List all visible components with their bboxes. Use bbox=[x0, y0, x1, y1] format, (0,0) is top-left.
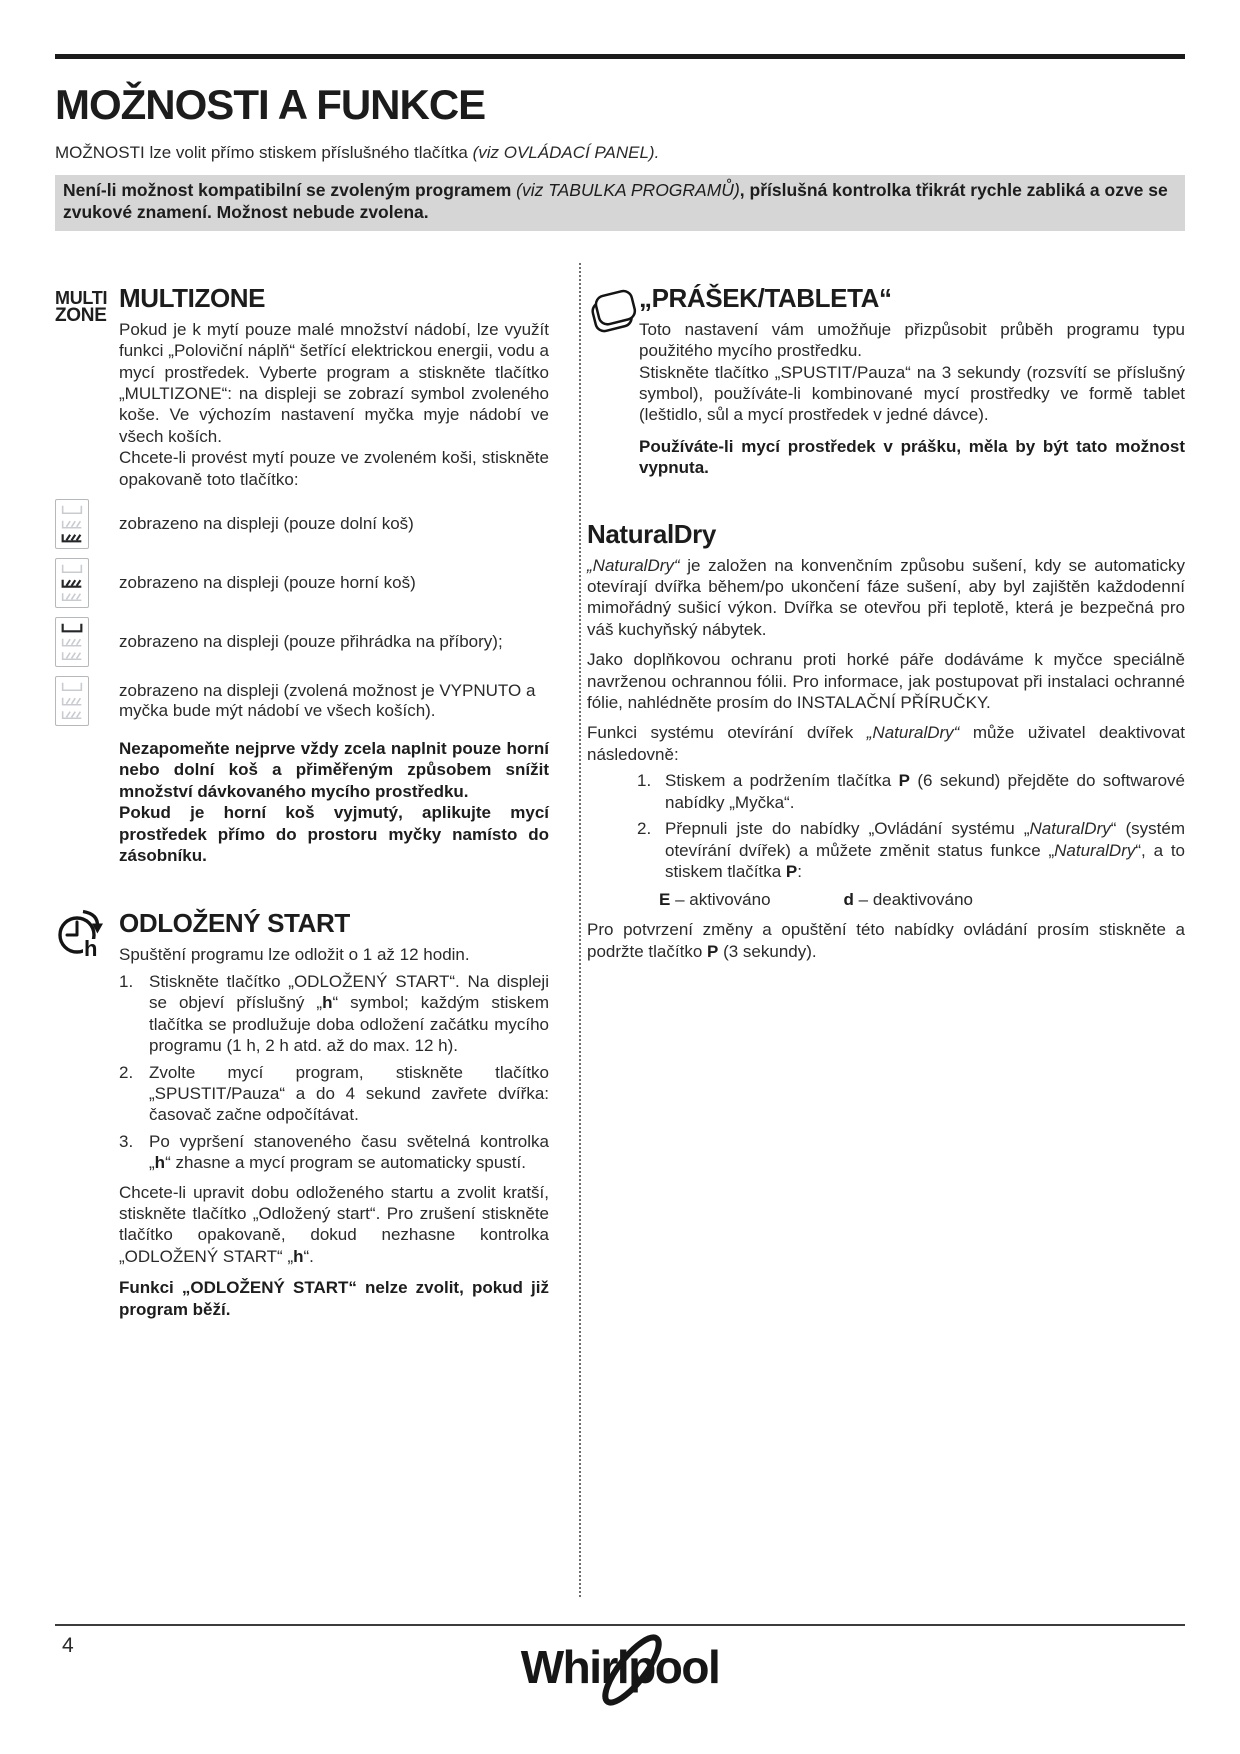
item-text-italic: NaturalDry bbox=[1054, 840, 1136, 860]
item-text-seg: Přepnuli jste do nabídky „Ovládání systému „ bbox=[665, 819, 1030, 839]
item-text-post: “ zhasne a mycí program se automaticky spustí. bbox=[165, 1153, 526, 1173]
multizone-logo-line2: ZONE bbox=[55, 304, 107, 326]
multizone-logo-line1: MULTI bbox=[55, 287, 108, 308]
brand-wordmark: Whirlpool bbox=[520, 1641, 720, 1693]
notice-reference: (viz TABULKA PROGRAMŮ) bbox=[516, 180, 740, 201]
item-number: 3. bbox=[119, 1131, 134, 1151]
activated-label bbox=[659, 890, 771, 910]
cutlery-tray-display-icon bbox=[55, 617, 89, 667]
naturaldry-paragraph-2: Jako doplňkovou ochranu proti horké páře dodáváme k myčce speciálně navrženou ochrannou fólii. Pro informace, jak postupovat při instalaci ochranné fólie, nahlédněte prosím do INSTALAČNÍ PŘÍRUČKY. bbox=[587, 650, 1185, 713]
item-number: 2. bbox=[119, 1062, 134, 1082]
page-number: 4 bbox=[62, 1634, 74, 1657]
list-item bbox=[637, 770, 1185, 813]
naturaldry-paragraph-3 bbox=[587, 722, 1185, 765]
naturaldry-paragraph-1 bbox=[587, 555, 1185, 641]
display-row-tray bbox=[55, 617, 119, 667]
top-rule bbox=[55, 54, 1185, 59]
notice-bold-2: , příslušná kontrolka třikrát rychle zabliká a ozve se zvukové znamení. Možnost nebude zvolena. bbox=[63, 180, 1168, 223]
intro-text bbox=[55, 142, 1185, 163]
deactivated-key: d bbox=[843, 890, 854, 910]
deactivated-text: – deaktivováno bbox=[853, 890, 974, 910]
powder-tablet-section bbox=[587, 283, 1185, 479]
powder-tablet-content bbox=[639, 283, 1185, 479]
adjust-post: “. bbox=[303, 1246, 314, 1266]
delayed-start-heading: ODLOŽENÝ START bbox=[119, 908, 350, 939]
delayed-start-gutter bbox=[55, 908, 119, 1320]
item-text-seg: : bbox=[797, 861, 802, 881]
multizone-gutter bbox=[55, 283, 119, 490]
item-text-bold: h bbox=[322, 993, 333, 1013]
page-title: MOŽNOSTI A FUNKCE bbox=[55, 81, 486, 128]
lower-basket-display-icon bbox=[55, 499, 89, 549]
powder-tablet-heading: „PRÁŠEK/TABLETA“ bbox=[639, 282, 892, 313]
confirm-post: (3 sekundy). bbox=[718, 941, 817, 961]
multizone-note-bold-1: Nezapomeňte nejprve vždy zcela naplnit pouze horní nebo dolní koš a přiměřeným způsobem snížit množství dávkovaného mycího prostředku. bbox=[119, 739, 549, 801]
delayed-start-adjust-paragraph bbox=[119, 1182, 549, 1268]
item-text-bold: P bbox=[898, 771, 910, 791]
display-row-off bbox=[55, 676, 119, 726]
item-number: 1. bbox=[637, 771, 652, 791]
column-divider bbox=[579, 263, 581, 1597]
activated-key: E bbox=[659, 890, 671, 910]
confirm-pre: Pro potvrzení změny a opuštění této nabídky ovládání prosím stiskněte a podržte tlačítko bbox=[587, 920, 1185, 961]
display-caption: zobrazeno na displeji (zvolená možnost je VYPNUTO a myčka bude mýt nádobí ve všech koších). bbox=[119, 681, 536, 721]
intro-normal: MOŽNOSTI lze volit přímo stiskem příslušného tlačítka bbox=[55, 143, 473, 162]
delayed-start-intro: Spuštění programu lze odložit o 1 až 12 hodin. bbox=[119, 945, 470, 965]
naturaldry-p3-post: může uživatel deaktivovat následovně: bbox=[587, 723, 1185, 764]
whirlpool-logo bbox=[0, 1626, 1240, 1717]
item-text-bold: P bbox=[785, 861, 798, 881]
left-column bbox=[55, 257, 577, 1593]
powder-tablet-paragraph-1: Toto nastavení vám umožňuje přizpůsobit průběh programu typu použitého mycího prostředku. bbox=[639, 319, 1185, 361]
display-row-upper bbox=[55, 558, 119, 608]
multizone-section bbox=[55, 283, 549, 867]
powder-tablet-paragraph-2: Stiskněte tlačítko „SPUSTIT/Pauza“ na 3 sekundy (rozsvítí se příslušný symbol), používáte-li kombinované mycí prostředky ve formě tablet (leštidlo, sůl a mycí prostředek v jedné dávce). bbox=[639, 362, 1185, 425]
intro-reference: (viz OVLÁDACÍ PANEL). bbox=[472, 143, 660, 162]
item-text-seg: “, a to stiskem tlačítka bbox=[665, 840, 1186, 881]
multizone-note bbox=[119, 738, 549, 866]
item-text-pre: Zvolte mycí program, stiskněte tlačítko „SPUSTIT/Pauza“ a do 4 sekund zavřete dvířka: časovač začne odpočítávat. bbox=[149, 1062, 549, 1125]
clock-hour-delay-icon bbox=[55, 936, 105, 962]
deactivated-label bbox=[844, 890, 973, 910]
item-text-bold: h bbox=[154, 1153, 166, 1173]
item-number: 2. bbox=[637, 819, 652, 839]
item-number: 1. bbox=[119, 971, 134, 991]
display-caption: zobrazeno na displeji (pouze dolní koš) bbox=[119, 514, 414, 534]
naturaldry-section bbox=[587, 519, 1185, 963]
item-text bbox=[149, 971, 549, 1057]
compatibility-notice bbox=[55, 175, 1185, 230]
notice-bold-1: Není-li možnost kompatibilní se zvoleným programem bbox=[63, 180, 517, 201]
activation-legend bbox=[659, 890, 1185, 910]
item-text bbox=[665, 770, 1185, 813]
activated-text: – aktivováno bbox=[670, 890, 771, 910]
detergent-tablet-icon bbox=[587, 324, 641, 341]
multizone-note-bold-2: Pokud je horní koš vyjmutý, aplikujte mycí prostředek přímo do prostoru myčky namísto do zásobníku. bbox=[119, 803, 549, 866]
naturaldry-name-italic: „NaturalDry“ bbox=[587, 555, 680, 575]
multizone-content bbox=[119, 283, 549, 490]
item-text-post: (6 sekund) přejděte do softwarové nabídky „Myčka“. bbox=[665, 771, 1185, 812]
adjust-bold: h bbox=[293, 1246, 304, 1266]
multizone-heading: MULTIZONE bbox=[119, 282, 266, 313]
list-item bbox=[119, 971, 549, 1057]
powder-tablet-gutter bbox=[587, 283, 639, 479]
naturaldry-p1-rest: je založen na konvenčním způsobu sušení, kdy se automaticky otevírají dvířka během/po ukončení fáze sušení, aby byl zajištěn každodenní mimořádný sušicí výkon. Dvířka se otevřou při teplotě, která je bezpečná pro váš kuchyňský nábytek. bbox=[587, 555, 1185, 639]
display-caption: zobrazeno na displeji (pouze přihrádka na příbory); bbox=[119, 632, 503, 652]
naturaldry-p3-pre: Funkci systému otevírání dvířek bbox=[587, 723, 867, 743]
all-baskets-off-display-icon bbox=[55, 676, 89, 726]
naturaldry-confirm-paragraph bbox=[587, 919, 1185, 962]
upper-basket-display-icon bbox=[55, 558, 89, 608]
multizone-paragraph-1: Pokud je k mytí pouze malé množství nádobí, lze využít funkci „Poloviční náplň“ šetřící elektrickou energii, vodu a mycí prostředek. Vyberte program a stiskněte tlačítko „MULTIZONE“: na displeji se zobrazí symbol zvoleného koše. Ve výchozím nastavení myčka myje nádobí ve všech koších. bbox=[119, 319, 549, 446]
right-column bbox=[577, 257, 1185, 1593]
item-text bbox=[149, 1062, 549, 1126]
list-item bbox=[637, 818, 1185, 882]
two-column-area bbox=[55, 257, 1185, 1593]
item-text-seg: “ (systém otevírání dvířek) a můžete změnit status funkce „ bbox=[665, 819, 1185, 860]
svg-text:h: h bbox=[84, 936, 98, 959]
item-text bbox=[149, 1131, 549, 1174]
naturaldry-heading: NaturalDry bbox=[587, 518, 716, 549]
powder-tablet-warning: Používáte-li mycí prostředek v prášku, měla by být tato možnost vypnuta. bbox=[639, 436, 1185, 478]
multizone-paragraph-2: Chcete-li provést mytí pouze ve zvoleném koši, stiskněte opakovaně toto tlačítko: bbox=[119, 448, 549, 489]
multizone-logo bbox=[55, 283, 119, 325]
naturaldry-name-italic: „NaturalDry“ bbox=[866, 723, 960, 743]
item-text-pre: Stiskněte tlačítko „ODLOŽENÝ START“. Na displeji se objeví příslušný „ bbox=[149, 971, 549, 1013]
adjust-pre: Chcete-li upravit dobu odloženého startu a zvolit kratší, stiskněte tlačítko „Odložený start“. Pro zrušení stiskněte tlačítko opakovaně, dokud nezhasne kontrolka „ODLOŽENÝ START“ „ bbox=[119, 1182, 549, 1266]
item-text bbox=[665, 818, 1185, 882]
list-item bbox=[119, 1062, 549, 1126]
confirm-bold: P bbox=[707, 941, 719, 961]
item-text-pre: Po vypršení stanoveného času světelná kontrolka „ bbox=[149, 1131, 549, 1173]
spacer bbox=[55, 726, 119, 866]
list-item bbox=[119, 1131, 549, 1174]
display-row-lower bbox=[55, 499, 119, 549]
display-caption: zobrazeno na displeji (pouze horní koš) bbox=[119, 573, 416, 593]
item-text-post: “ symbol; každým stiskem tlačítka se prodlužuje doba odložení začátku mycího programu (1 h, 2 h atd. až do max. 12 h). bbox=[149, 993, 549, 1056]
delayed-start-section bbox=[55, 908, 549, 1320]
item-text-pre: Stiskem a podržením tlačítka bbox=[665, 771, 899, 791]
delayed-start-content bbox=[119, 908, 549, 1320]
item-text-italic: NaturalDry bbox=[1029, 819, 1111, 839]
delayed-start-warning: Funkci „ODLOŽENÝ START“ nelze zvolit, pokud již program běží. bbox=[119, 1278, 549, 1319]
